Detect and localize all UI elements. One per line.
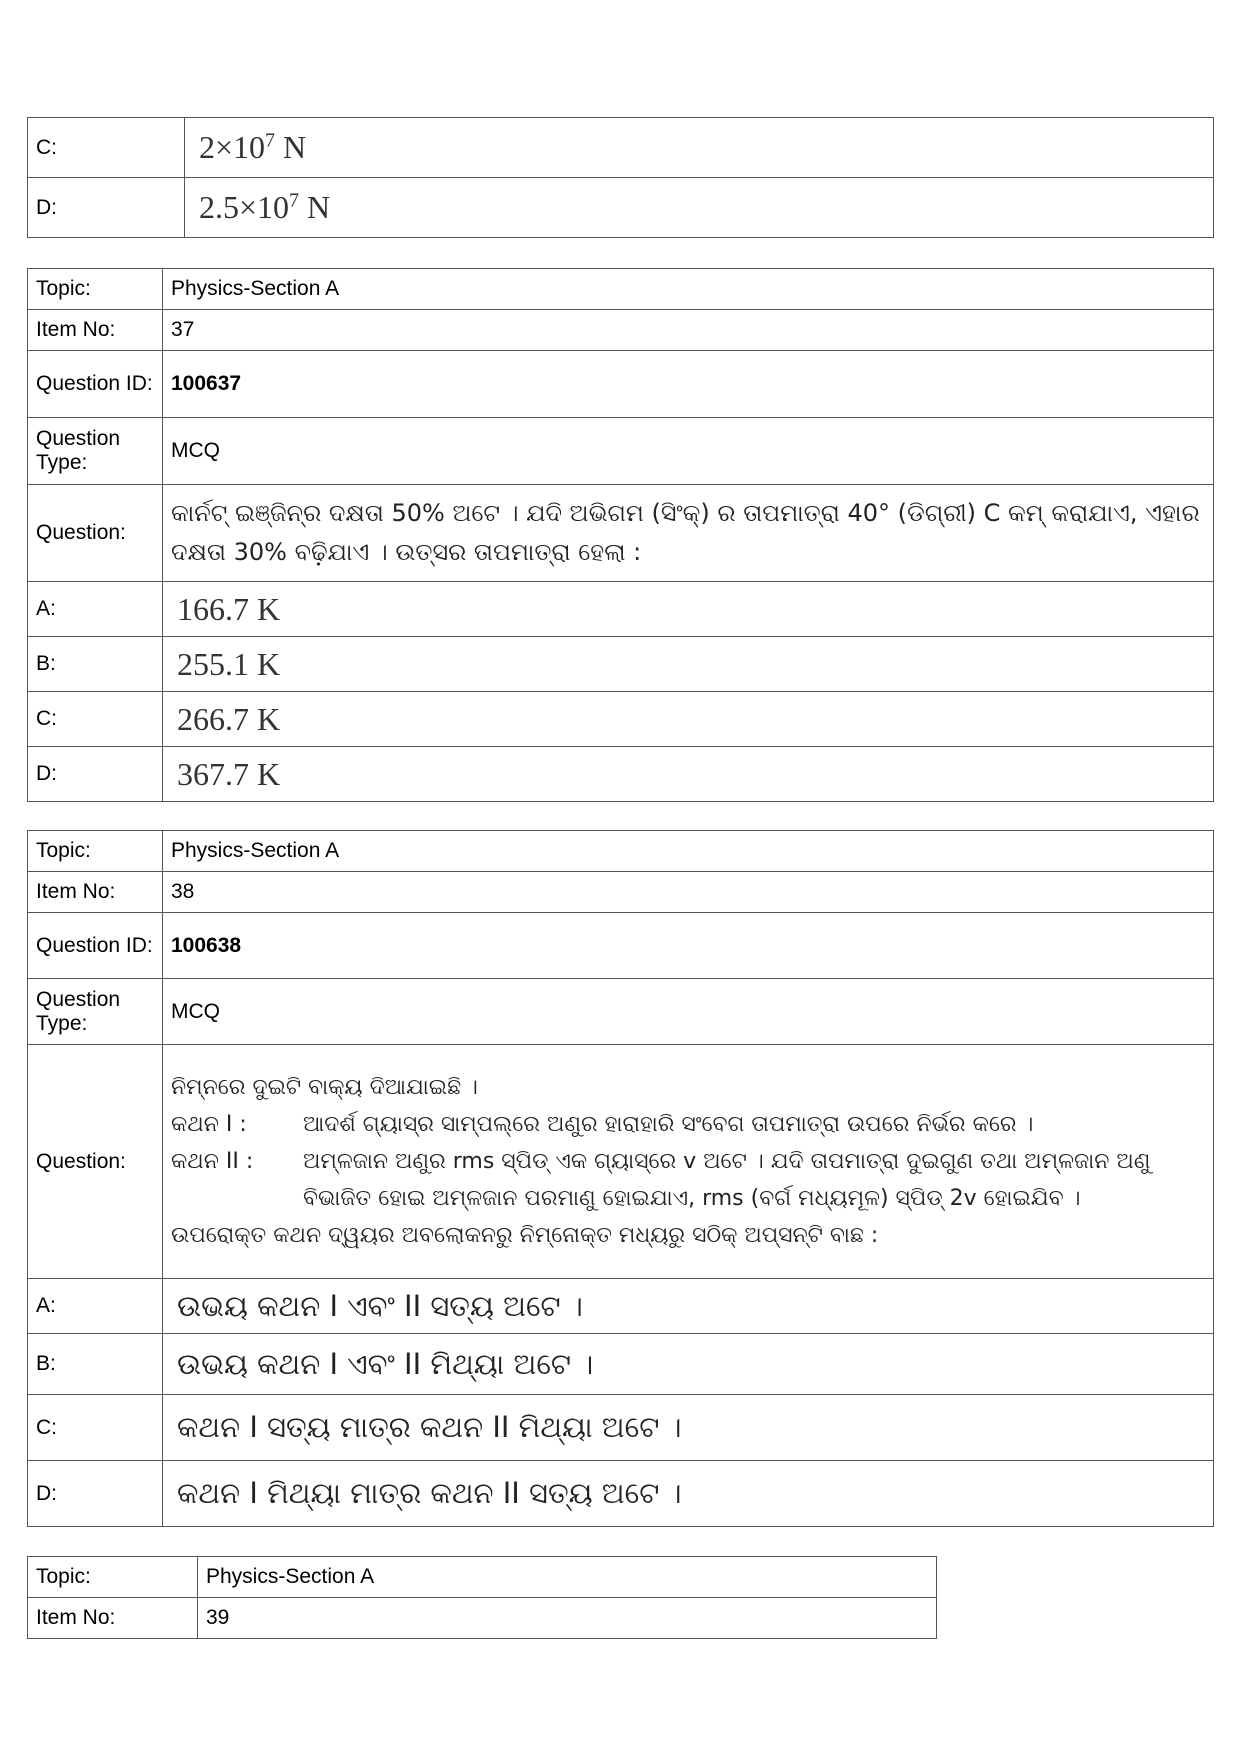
question-type-label: Question Type: — [28, 979, 163, 1045]
option-a-value: 166.7 K — [163, 582, 1214, 637]
option-b-row — [28, 1334, 1214, 1395]
question-id-label: Question ID: — [28, 351, 163, 418]
item-no-row — [28, 310, 1214, 351]
prev-option-c-value: $2\times 10^7$ N — [185, 118, 1214, 178]
topic-value: Physics-Section A — [163, 269, 1214, 310]
question-37-block — [27, 268, 1214, 802]
option-d-label: D: — [28, 1461, 163, 1527]
option-a-label: A: — [28, 1279, 163, 1334]
question-id-label: Question ID: — [28, 913, 163, 979]
option-label: D: — [28, 178, 185, 238]
item-no-label: Item No: — [28, 1598, 198, 1639]
option-b-label: B: — [28, 1334, 163, 1395]
question-id-row — [28, 351, 1214, 418]
item-no-label: Item No: — [28, 310, 163, 351]
option-a-row — [28, 1279, 1214, 1334]
option-c-value: 266.7 K — [163, 692, 1214, 747]
question-type-value: MCQ — [163, 418, 1214, 485]
question-row — [28, 485, 1214, 582]
question-type-row — [28, 418, 1214, 485]
option-c-row — [28, 692, 1214, 747]
option-b-value: ଉଭୟ କଥନ I ଏବଂ II ମିଥ୍ୟା ଅଟେ । — [163, 1334, 1214, 1395]
question-label: Question: — [28, 485, 163, 582]
question-type-value: MCQ — [163, 979, 1214, 1045]
option-b-label: B: — [28, 637, 163, 692]
question-label: Question: — [28, 1045, 163, 1279]
question-38-block — [27, 830, 1214, 1527]
option-d-value: 367.7 K — [163, 747, 1214, 802]
question-id-value: 100638 — [163, 913, 1214, 979]
statement-1-tag: କଥନ I : — [171, 1112, 247, 1137]
option-c-row — [28, 1395, 1214, 1461]
option-label: C: — [28, 118, 185, 178]
topic-label: Topic: — [28, 831, 163, 872]
prev-option-c-row — [28, 118, 1214, 178]
topic-value: Physics-Section A — [163, 831, 1214, 872]
item-no-row — [28, 1598, 937, 1639]
topic-row — [28, 269, 1214, 310]
option-a-label: A: — [28, 582, 163, 637]
option-b-row — [28, 637, 1214, 692]
option-d-row — [28, 1461, 1214, 1527]
option-c-value: କଥନ I ସତ୍ୟ ମାତ୍ର କଥନ II ମିଥ୍ୟା ଅଟେ । — [163, 1395, 1214, 1461]
statement-1-text: ଆଦର୍ଶ ଗ୍ୟାସ୍‌ର ସାମ୍ପଲ୍‌ରେ ଅଣୁର ହାରାହାରି ସଂବେଗ ତାପମାତ୍ରା ଉପରେ ନିର୍ଭର କରେ । — [303, 1112, 1034, 1137]
question-row — [28, 1045, 1214, 1279]
statement-2-text: ଅମ୍ଳଜାନ ଅଣୁର rms ସ୍ପିଡ୍ ଏକ ଗ୍ୟାସ୍‌ରେ v ଅଟେ । ଯଦି ତାପମାତ୍ରା ଦୁଇଗୁଣ ତଥା ଅମ୍ଳଜାନ ଅଣୁ ବିଭାଜିତ ହୋଇ ଅମ୍ଳଜାନ ପରମାଣୁ ହୋଇଯାଏ, rms (ବର୍ଗ ମଧ୍ୟମୂଳ) ସ୍ପିଡ୍ 2v ହୋଇଯିବ । — [303, 1149, 1151, 1211]
topic-row — [28, 831, 1214, 872]
prev-option-d-row — [28, 178, 1214, 238]
option-a-row — [28, 582, 1214, 637]
topic-label: Topic: — [28, 1557, 198, 1598]
option-c-label: C: — [28, 1395, 163, 1461]
question-type-row — [28, 979, 1214, 1045]
item-no-label: Item No: — [28, 872, 163, 913]
statement-2-tag: କଥନ II : — [171, 1149, 254, 1174]
statement-1 — [171, 1106, 1205, 1143]
topic-row — [28, 1557, 937, 1598]
question-39-block — [27, 1556, 937, 1639]
option-d-row — [28, 747, 1214, 802]
question-text — [163, 1045, 1214, 1279]
prev-question-options — [27, 117, 1214, 238]
question-intro: ନିମ୍ନରେ ଦୁଇଟି ବାକ୍ୟ ଦିଆଯାଇଛି । — [171, 1075, 478, 1100]
statement-2 — [171, 1143, 1205, 1217]
question-text: କାର୍ନଟ୍ ଇଞ୍ଜିନ୍‌ର ଦକ୍ଷତା 50% ଅଟେ । ଯଦି ଅଭିଗମ (ସିଂକ୍) ର ତାପମାତ୍ରା 40° (ଡିଗ୍ରୀ) C କମ୍ କରାଯାଏ, ଏହାର ଦକ୍ଷତା 30% ବଢ଼ିଯାଏ । ଉତ୍ସର ତାପମାତ୍ରା ହେଲା : — [163, 485, 1214, 582]
item-no-value: 38 — [163, 872, 1214, 913]
topic-value: Physics-Section A — [198, 1557, 937, 1598]
item-no-value: 39 — [198, 1598, 937, 1639]
option-a-value: ଉଭୟ କଥନ I ଏବଂ II ସତ୍ୟ ଅଟେ । — [163, 1279, 1214, 1334]
option-c-label: C: — [28, 692, 163, 747]
prev-option-d-value: $2.5\times 10^7$ N — [185, 178, 1214, 238]
option-b-value: 255.1 K — [163, 637, 1214, 692]
question-type-label: Question Type: — [28, 418, 163, 485]
option-d-value: କଥନ I ମିଥ୍ୟା ମାତ୍ର କଥନ II ସତ୍ୟ ଅଟେ । — [163, 1461, 1214, 1527]
question-closing: ଉପରୋକ୍ତ କଥନ ଦ୍ୱୟର ଅବଲୋକନରୁ ନିମ୍ନୋକ୍ତ ମଧ୍ୟରୁ ସଠିକ୍ ଅପ୍ସନ୍‌ଟି ବାଛ : — [171, 1223, 879, 1248]
item-no-row — [28, 872, 1214, 913]
item-no-value: 37 — [163, 310, 1214, 351]
option-d-label: D: — [28, 747, 163, 802]
topic-label: Topic: — [28, 269, 163, 310]
question-id-row — [28, 913, 1214, 979]
question-id-value: 100637 — [163, 351, 1214, 418]
